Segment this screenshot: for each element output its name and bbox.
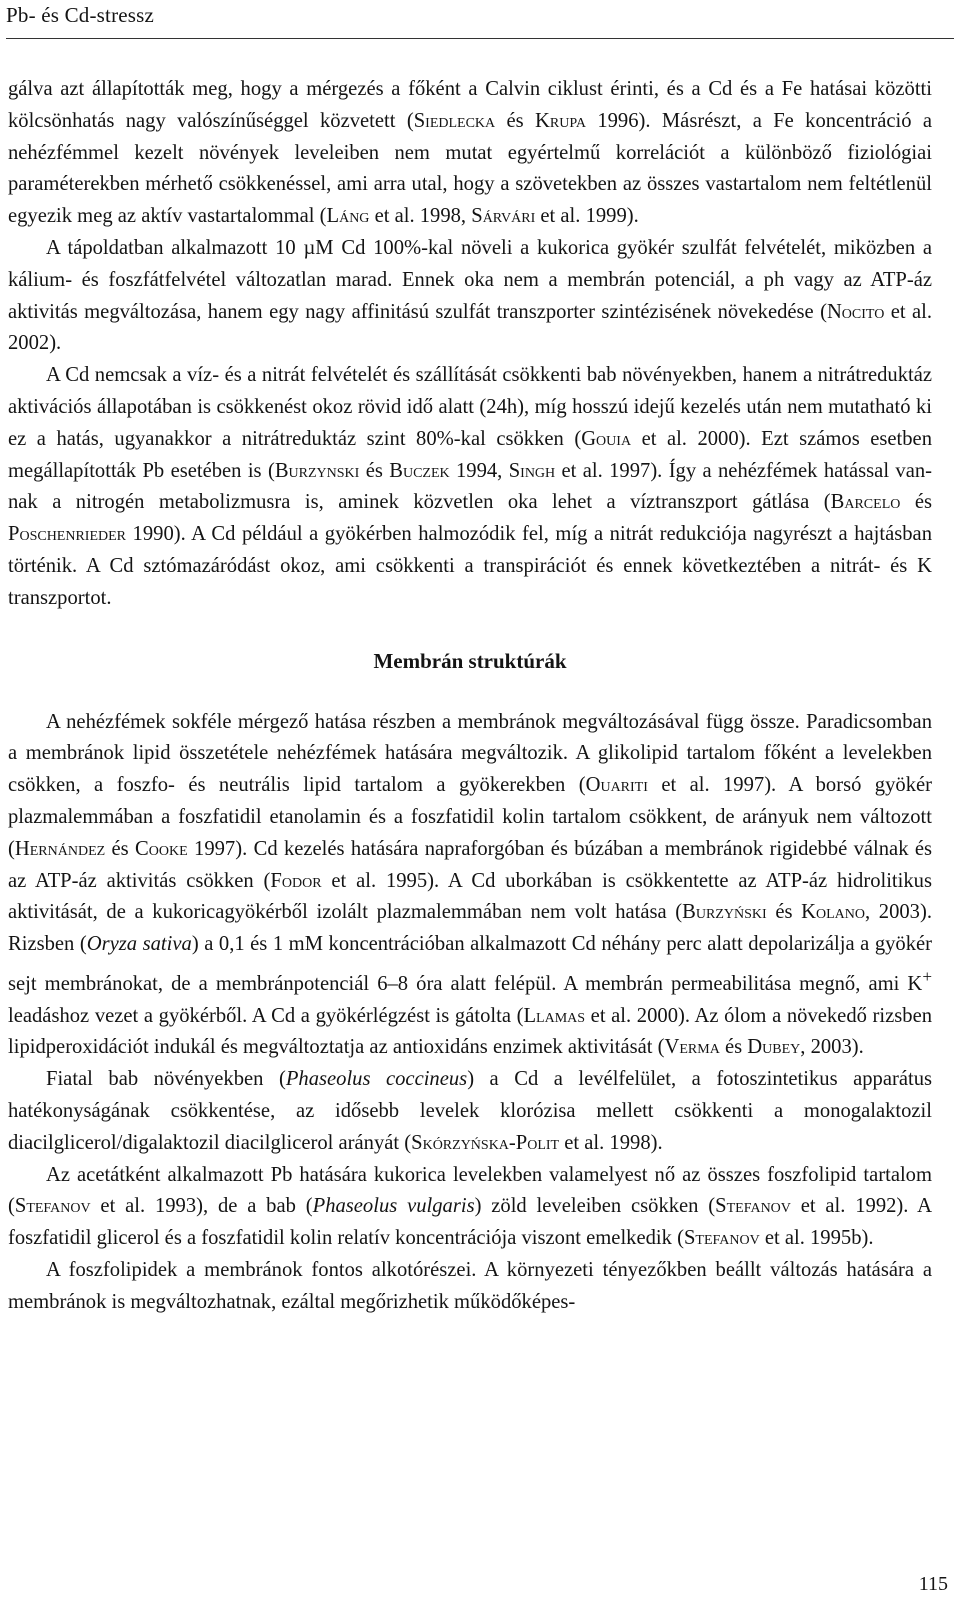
page-number: 115 [918,1573,948,1595]
body-text [8,74,932,1319]
paragraph: A Cd nemcsak a víz- és a nitrát felvételét és szállítását csökkenti bab növényekben, hanem a nitrátreduktáz aktivációs állapotában is csökkenést okoz rövid idő alatt (24h), míg hosszú idejű kezelés után nem mutatható ki ez a hatás, ugyanakkor a nitrátreduktáz szint 80%-kal csökken (Gouia et al. 2000). Ezt számos esetben megállapították Pb esetében is (Burzynski és Buczek 1994, Singh et al. 1997). Így a nehézfémek hatással vannak a nitrogén metabolizmusra is, aminek közvetlen oka lehet a víztranszport gátlása (Barcelo és Poschenrieder 1990). A Cd például a gyökérben halmozódik fel, míg a nitrát redukciója nagyrészt a hajtásban történik. A Cd sztómazáródást okoz, ami csökkenti a transpirációt és ennek következtében a nitrát- és K transzportot. [8,364,932,609]
paragraph: A tápoldatban alkalmazott 10 µM Cd 100%-kal növeli a kukorica gyökér szulfát felvételét, miközben a kálium- és foszfátfelvétel változatlan marad. Ennek oka nem a membrán potenciál, a ph vagy az ATP-áz aktivitás megváltozása, hanem egy nagy affinitású szulfát transzporter szintézisének növekedése (Nocito et al. 2002). [8,236,933,355]
paragraph: Az acetátként alkalmazott Pb hatására kukorica levelekben valamelyest nő az összes foszfolipid tartalom (Stefanov et al. 1993), de a bab (Phaseolus vulgaris) zöld leveleiben csökken (Stefanov et al. 1992). A foszfatidil glicerol és a foszfatidil kolin relatív koncentrációja viszont emelkedik (Stefanov et al. 1995b). [8,1163,932,1250]
paragraph: Fiatal bab növényekben (Phaseolus coccineus) a Cd a levélfelület, a fotoszintetikus apparátus hatékonyságának csökkentése, az idősebb levelek klorózisa mellett csökkenti a monogalaktozil diacilglicerol/digalaktozil diacilglicerol arányát (Skórzyńska-Polit et al. 1998). [8,1068,932,1154]
running-head: Pb- és Cd-stressz [6,3,155,27]
paragraph: gálva azt állapították meg, hogy a mérgezés a főként a Calvin ciklust érinti, és a Cd és a Fe hatásai közötti kölcsönhatás nagy valószínűséggel közvetett (Siedlecka és Krupa 1996). Másrészt, a Fe koncentráció a nehézfémmel kezelt növények leveleiben nem mutat egyértelmű korrelációt a különböző fiziológiai paraméterekben mérhető csökkenéssel, ami arra utal, hogy a szövetekben az összes vastartalom nem feltétlenül egyezik meg az aktív vastartalommal (Láng et al. 1998, Sárvári et al. 1999). [8,78,933,228]
paragraph: A foszfolipidek a membránok fontos alkotórészei. A környezeti tényezőkben beállt változás hatására a membránok is megváltozhatnak, ezáltal megőrizhetik működőképes- [8,1258,932,1313]
section-heading: Membrán struktúrák [373,648,567,673]
paragraph: A nehézfémek sokféle mérgező hatása részben a membránok megváltozásával függ össze. Paradicsomban a membránok lipid összetétele nehézfémek hatására megváltozik. A glikolipid tartalom főként a levelekben csökken, a foszfo- és neutrális lipid tartalom a gyökerekben (Ouariti et al. 1997). A borsó gyökér plazmalemmában a foszfatidil etanolamin és a foszfatidil kolin tartalom csökkent, de arányuk nem változott (Hernández és Cooke 1997). Cd kezelés hatására napraforgóban és búzában a membránok rigidebbé válnak és az ATP-áz aktivitás csökken (Fodor et al. 1995). A Cd uborkában is csökkentette az ATP-áz hidrolitikus aktivitását, de a kukoricagyökérből izolált plazmalemmában nem volt hatása (Burzyński és Kolano, 2003). Rizsben (Oryza sativa) a 0,1 és 1 mM koncentrációban alkalmazott Cd néhány perc alatt depolarizálja a gyökér sejt membránokat, de a membránpotenciál 6–8 óra alatt felépül. A membrán permeabilitása megnő, ami K+ leadáshoz vezet a gyökérből. A Cd a gyökérlégzést is gátolta (Llamas et al. 2000). Az ólom a növekedő rizsben lipidperoxidációt indukál és megváltoztatja az antioxidáns enzimek aktivitását (Verma és Dubey, 2003). [8,710,933,1059]
header-rule [6,38,954,39]
